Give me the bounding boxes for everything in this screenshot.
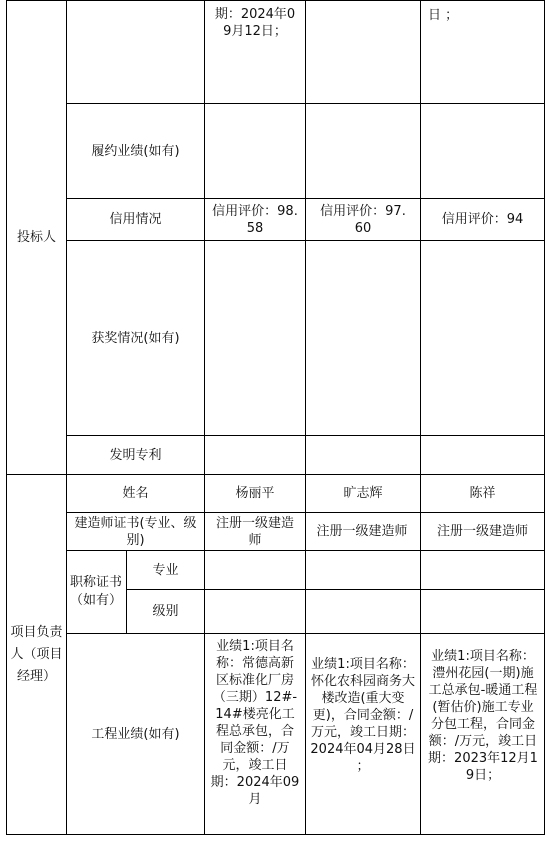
works-value-2: 业绩1:项目名称：怀化农科园商务大楼改造(重大变更)，合同金额：/万元，竣工日期：2024年04月28日 ； bbox=[310, 657, 416, 774]
patents-label: 发明专利 bbox=[109, 447, 162, 463]
col-divider bbox=[420, 0, 421, 835]
works-value-3: 业绩1:项目名称：澧州花园(一期)施工总承包-暖通工程(暂估价)施工专业分包工程，合同金额：/万元，竣工日期：2023年12月19日； bbox=[428, 649, 538, 783]
manager-group-label: 项目负责人（项目经理） bbox=[10, 624, 63, 684]
performance-label: 履约业绩(如有) bbox=[91, 143, 180, 159]
bidder-group-label: 投标人 bbox=[16, 230, 56, 245]
table-border-right bbox=[544, 0, 545, 835]
col-divider bbox=[305, 0, 306, 835]
cert-value-2: 注册一级建造师 bbox=[316, 524, 408, 539]
credit-value-1: 信用评价：98.58 bbox=[212, 203, 298, 236]
works-value-1: 业绩1:项目名称：常德高新区标准化厂房（三期）12#-14#楼亮化工程总承包，合同金额：/万元，竣工日期：2024年09月 bbox=[210, 639, 300, 807]
manager-name-2: 旷志辉 bbox=[343, 486, 383, 501]
bidder-2-date bbox=[306, 1, 420, 23]
table-border-top bbox=[6, 0, 545, 1]
bidder-3-date: 日 ； bbox=[428, 7, 459, 23]
credit-label: 信用情况 bbox=[109, 212, 162, 227]
awards-label: 获奖情况(如有) bbox=[91, 330, 180, 346]
manager-name-3: 陈祥 bbox=[469, 486, 496, 501]
credit-value-2: 信用评价：97.60 bbox=[320, 203, 406, 236]
table-border-bottom bbox=[6, 834, 545, 835]
major-label: 专业 bbox=[152, 562, 179, 578]
name-label: 姓名 bbox=[122, 486, 149, 501]
title-cert-label: 职称证书（如有） bbox=[70, 575, 122, 608]
col-divider bbox=[204, 0, 205, 835]
cert-value-3: 注册一级建造师 bbox=[436, 524, 528, 539]
cert-value-1: 注册一级建造师 bbox=[215, 515, 294, 548]
manager-name-1: 杨丽平 bbox=[235, 486, 275, 501]
bidder-1-date: 期：2024年09月12日； bbox=[214, 7, 296, 39]
level-label: 级别 bbox=[152, 604, 179, 619]
credit-value-3: 信用评价：94 bbox=[441, 212, 524, 227]
cert-label: 建造师证书(专业、级别) bbox=[74, 515, 197, 548]
works-label: 工程业绩(如有) bbox=[91, 726, 180, 742]
